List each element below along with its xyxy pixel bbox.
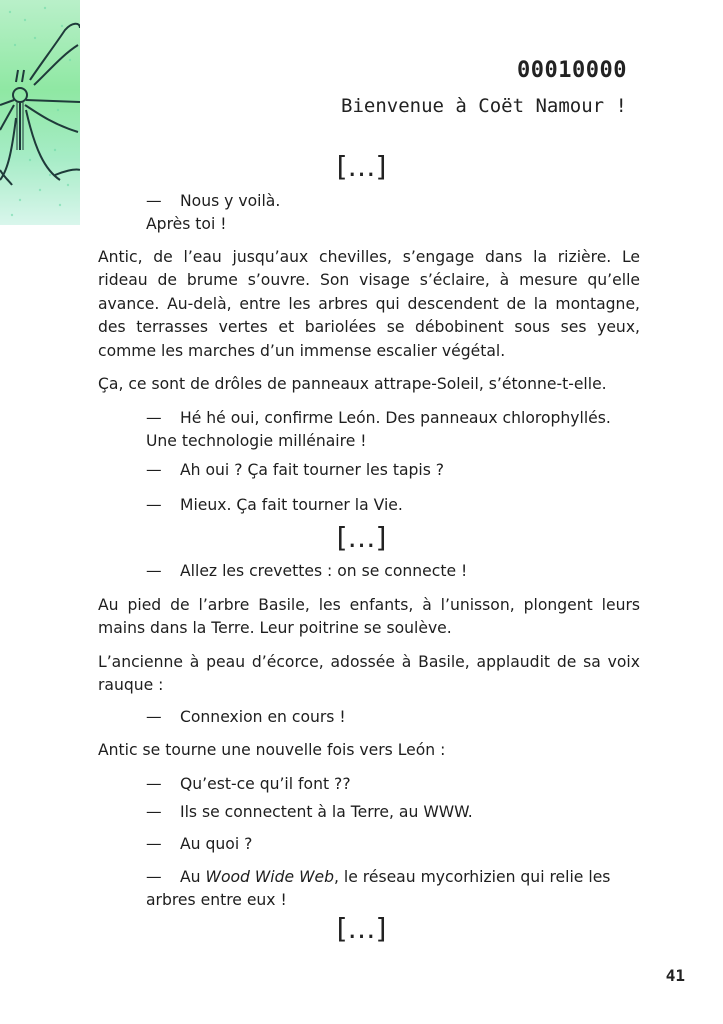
paragraph [98,739,640,762]
dialog-line-start: Au [180,868,201,886]
dialog-line-end: , le réseau mycorhizien qui relie les [334,868,611,886]
paragraph [98,651,640,698]
em-dash: — [146,461,162,479]
em-dash: — [146,868,162,886]
em-dash: — [146,803,162,821]
dialog-line-block [98,560,640,583]
em-dash: — [146,775,162,793]
em-dash: — [146,192,162,210]
dialog-line: Qu’est-ce qu’il font ?? [180,775,351,793]
dialog-line: Au quoi ? [180,835,253,853]
paragraph [98,594,640,641]
em-dash: — [146,496,162,514]
chapter-number: 00010000 [517,58,627,83]
dialog-block [98,866,640,913]
dialog-line-block [98,706,640,729]
dialog-line: Ah oui ? Ça fait tourner les tapis ? [180,461,445,479]
ellipsis-marker: […] [336,150,387,183]
dialog-line-italic: Wood Wide Web [205,868,334,886]
dialog-line: arbres entre eux ! [146,891,287,910]
insect-icon [0,0,80,225]
ellipsis-marker: […] [336,521,387,554]
dialog-line-block [98,773,640,796]
dialog-line-block [98,801,640,824]
paragraph-text: Ça, ce sont de drôles de panneaux attrape-Soleil, s’étonne-t-elle. [98,375,607,393]
em-dash: — [146,835,162,853]
dialog-block [98,190,640,237]
dialog-line-block [98,459,640,482]
paragraph-text: Au pied de l’arbre Basile, les enfants, à l’unisson, plongent leurs mains dans la Terre. Leur poitrine se soulève. [98,596,640,638]
paragraph-text: Antic, de l’eau jusqu’aux chevilles, s’engage dans la rizière. Le rideau de brume s’ouvre. Son visage s’éclaire, à mesure qu’elle avance. Au-delà, entre les arbres qui descendent de la montagne, des terrasses vertes et bariolées se débobinent sous ses yeux, comme les marches d’un immense escalier végétal. [98,248,640,360]
dialog-line-block [98,494,640,517]
dialog-block [98,407,640,454]
dialog-line: Mieux. Ça fait tourner la Vie. [180,496,403,514]
page-number: 41 [665,966,685,985]
dialog-line: Après toi ! [146,215,227,234]
dialog-line: Nous y voilà. [180,192,281,210]
dialog-line: Une technologie millénaire ! [146,432,367,451]
dialog-line: Connexion en cours ! [180,708,346,726]
em-dash: — [146,409,162,427]
paragraph-text: L’ancienne à peau d’écorce, adossée à Basile, applaudit de sa voix rauque : [98,653,640,695]
em-dash: — [146,562,162,580]
paragraph [98,373,640,396]
paragraph [98,246,640,363]
ellipsis-marker: […] [336,912,387,945]
dialog-line: Allez les crevettes : on se connecte ! [180,562,468,580]
em-dash: — [146,708,162,726]
dialog-line-block [98,833,640,856]
dialog-line: Ils se connectent à la Terre, au WWW. [180,803,473,821]
chapter-title: Bienvenue à Coët Namour ! [341,95,627,117]
dialog-line: Hé hé oui, confirme León. Des panneaux chlorophyllés. [180,409,611,427]
paragraph-text: Antic se tourne une nouvelle fois vers León : [98,741,446,759]
chapter-illustration [0,0,80,225]
